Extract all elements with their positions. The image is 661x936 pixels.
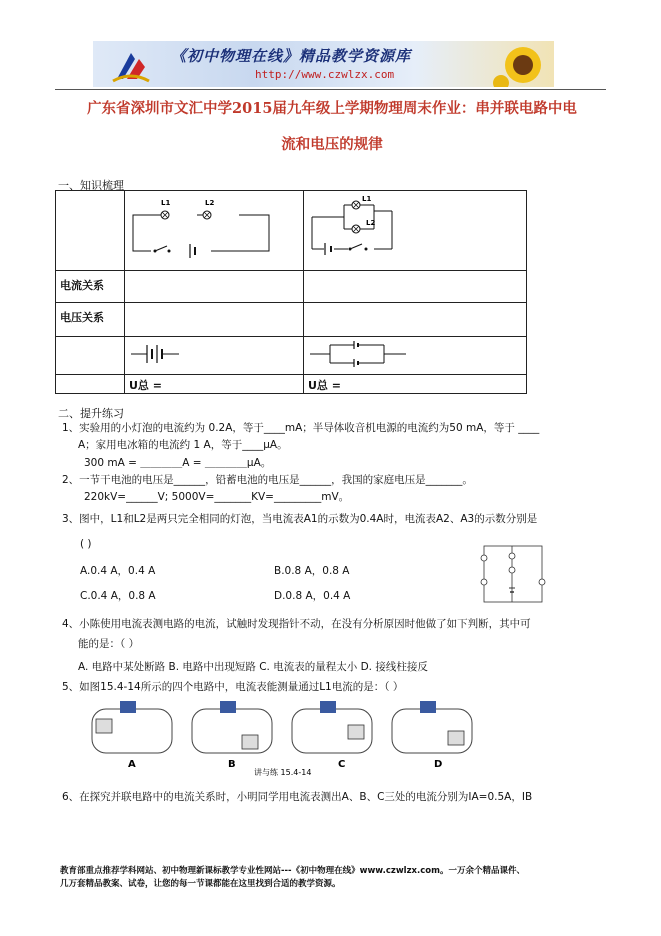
header-rule — [55, 89, 606, 90]
q3-option-d: D.0.8 A，0.4 A — [274, 590, 351, 602]
parallel-battery-symbol — [304, 337, 526, 371]
series-symbol-cell — [125, 337, 304, 375]
series-label-l2: L2 — [205, 199, 215, 207]
footer — [60, 865, 525, 891]
row-label-current: 电流关系 — [56, 271, 125, 303]
q3-circuit-figure — [474, 540, 548, 604]
footer-line1: 教育部重点推荐学科网站、初中物理新课标教学专业性网站---《初中物理在线》www.czwlzx.com。一万余个精品课件、 — [60, 866, 525, 876]
banner-url: http://www.czwlzx.com — [255, 68, 395, 81]
series-circuit-diagram — [125, 191, 303, 267]
q3-option-a: A.0.4 A，0.4 A — [80, 565, 156, 577]
sunflower-icon — [493, 43, 553, 87]
parallel-label-l2: L2 — [366, 219, 376, 227]
q5-line1: 5、如图15.4-14所示的四个电路中，电流表能测量通过L1电流的是：（ ） — [62, 681, 404, 693]
section-heading-1: 一、知识梳理 — [58, 179, 124, 192]
series-label-l1: L1 — [161, 199, 171, 207]
series-current-cell — [125, 271, 304, 303]
q5-label-d: D — [434, 759, 443, 770]
q4-line2: 能的是：（ ） — [78, 638, 140, 650]
site-banner — [93, 41, 554, 87]
banner-title: 《初中物理在线》精品教学资源库 — [171, 47, 412, 65]
knowledge-table — [55, 190, 527, 394]
series-voltage-cell — [125, 303, 304, 337]
section-heading-2: 二、提升练习 — [58, 407, 124, 420]
parallel-current-cell — [304, 271, 527, 303]
q1-line3: 300 mA = ＿＿＿＿A = ＿＿＿＿μA。 — [84, 457, 272, 469]
q5-label-c: C — [338, 759, 346, 770]
row-label-voltage: 电压关系 — [56, 303, 125, 337]
series-u-total: U总 = — [125, 375, 304, 394]
parallel-u-total: U总 = — [304, 375, 527, 394]
q5-figure-caption: 讲与练 15.4-14 — [254, 768, 312, 777]
q5-label-a: A — [128, 759, 136, 770]
q2-line2: 220kV=______V; 5000V=_______KV=_________mV。 — [84, 491, 350, 503]
q1-line2: A；家用电冰箱的电流约 1 A，等于____μA。 — [78, 439, 288, 451]
q2-line1: 2、一节干电池的电压是______，铅蓄电池的电压是______，我国的家庭电压是_______。 — [62, 474, 473, 486]
q5-figure-circuits — [86, 695, 476, 777]
q3-line1: 3、图中，L1和L2是两只完全相同的灯泡，当电流表A1的示数为0.4A时，电流表A2、A3的示数分别是 — [62, 513, 538, 525]
q1-line1: 1、实验用的小灯泡的电流约为 0.2A，等于____mA；半导体收音机电源的电流约为50 mA，等于 ____ — [62, 422, 540, 434]
parallel-circuit-cell — [304, 191, 527, 271]
q4-options: A. 电路中某处断路 B. 电路中出现短路 C. 电流表的量程太小 D. 接线柱接反 — [78, 661, 428, 673]
q4-line1: 4、小陈使用电流表测电路的电流，试触时发现指针不动，在没有分析原因时他做了如下判断，其中可 — [62, 618, 531, 630]
q3-option-b: B.0.8 A，0.8 A — [274, 565, 350, 577]
q3-line2: ( ) — [80, 538, 92, 550]
parallel-voltage-cell — [304, 303, 527, 337]
page-title-line1: 广东省深圳市文汇中学2015届九年级上学期物理周末作业：串并联电路中电 — [87, 100, 577, 117]
q5-label-b: B — [228, 759, 236, 770]
footer-line2: 几万套精品教案、试卷，让您的每一节课都能在这里找到合适的教学资源。 — [60, 879, 341, 889]
site-logo-icon — [111, 45, 151, 83]
parallel-circuit-diagram — [304, 191, 526, 267]
series-battery-symbol — [125, 337, 303, 371]
q3-option-c: C.0.4 A，0.8 A — [80, 590, 156, 602]
series-circuit-cell — [125, 191, 304, 271]
q6-line1: 6、在探究并联电路中的电流关系时，小明同学用电流表测出A、B、C三处的电流分别为IA=0.5A，IB — [62, 791, 533, 803]
parallel-label-l1: L1 — [362, 195, 372, 203]
parallel-symbol-cell — [304, 337, 527, 375]
page-title-line2: 流和电压的规律 — [281, 136, 383, 153]
